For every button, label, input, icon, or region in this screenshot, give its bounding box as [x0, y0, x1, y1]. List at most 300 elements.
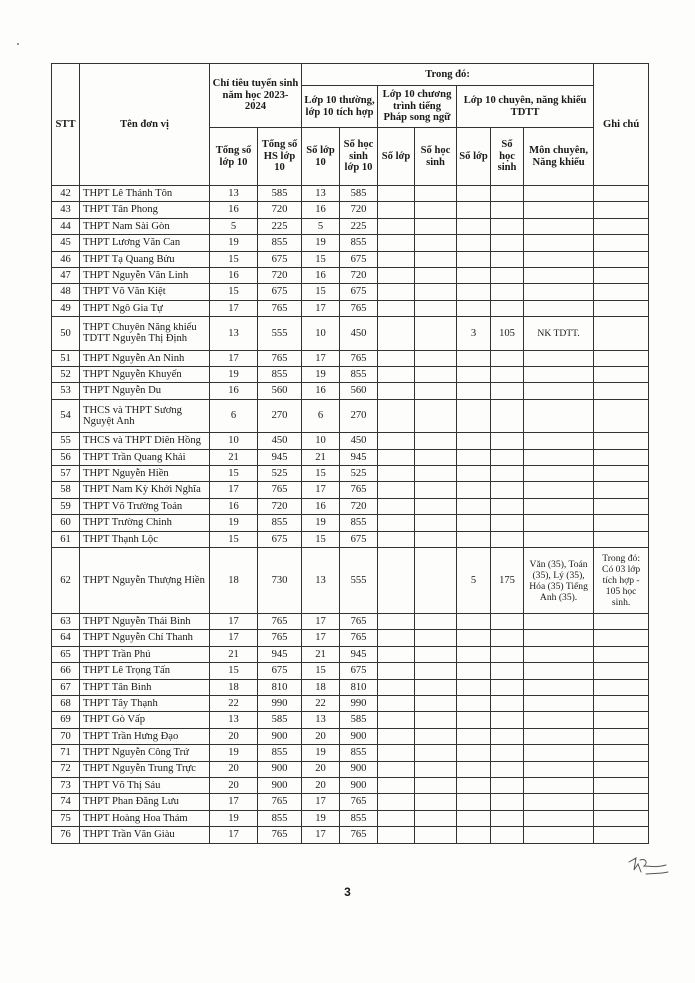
row-regular-students: 560 — [340, 383, 378, 399]
row-stt: 66 — [52, 663, 80, 679]
row-specialized-students — [491, 433, 524, 449]
row-specialized-classes: 3 — [457, 317, 491, 351]
row-french-classes — [378, 284, 415, 300]
row-regular-classes: 20 — [302, 761, 340, 777]
row-french-students — [415, 202, 457, 218]
table-row — [52, 745, 649, 761]
row-total-students: 945 — [258, 646, 302, 662]
row-french-classes — [378, 745, 415, 761]
row-specialized-classes — [457, 235, 491, 251]
row-french-classes — [378, 728, 415, 744]
row-specialized-classes — [457, 186, 491, 202]
row-specialized-classes — [457, 267, 491, 283]
row-total-classes: 16 — [210, 498, 258, 514]
row-regular-classes: 20 — [302, 728, 340, 744]
row-regular-classes: 22 — [302, 695, 340, 711]
row-specialized-classes — [457, 761, 491, 777]
row-notes — [594, 663, 649, 679]
row-specialized-subjects — [524, 235, 594, 251]
row-total-students: 855 — [258, 810, 302, 826]
row-total-classes: 17 — [210, 300, 258, 316]
row-unit-name: THPT Lương Văn Can — [80, 235, 210, 251]
row-total-classes: 17 — [210, 350, 258, 366]
row-specialized-students — [491, 515, 524, 531]
row-unit-name: THPT Trần Phú — [80, 646, 210, 662]
row-specialized-subjects — [524, 202, 594, 218]
row-regular-classes: 10 — [302, 317, 340, 351]
row-total-classes: 20 — [210, 777, 258, 793]
row-unit-name: THPT Thạnh Lộc — [80, 531, 210, 547]
row-specialized-students — [491, 777, 524, 793]
row-notes — [594, 186, 649, 202]
row-specialized-classes — [457, 482, 491, 498]
row-french-students — [415, 679, 457, 695]
row-french-students — [415, 498, 457, 514]
row-total-classes: 15 — [210, 284, 258, 300]
row-regular-students: 270 — [340, 399, 378, 433]
row-specialized-classes — [457, 728, 491, 744]
row-stt: 48 — [52, 284, 80, 300]
row-specialized-students — [491, 827, 524, 843]
header-french-bilingual: Lớp 10 chương trình tiếng Pháp song ngữ — [378, 86, 457, 128]
row-specialized-subjects — [524, 777, 594, 793]
row-total-students: 900 — [258, 777, 302, 793]
row-notes — [594, 728, 649, 744]
row-french-students — [415, 695, 457, 711]
row-unit-name: THPT Nguyễn An Ninh — [80, 350, 210, 366]
table-row — [52, 695, 649, 711]
row-unit-name: THPT Nguyễn Văn Linh — [80, 267, 210, 283]
header-notes: Ghi chú — [594, 64, 649, 186]
row-regular-students: 855 — [340, 745, 378, 761]
table-row — [52, 777, 649, 793]
row-notes — [594, 218, 649, 234]
initials-signature — [626, 854, 670, 880]
row-stt: 70 — [52, 728, 80, 744]
row-french-classes — [378, 827, 415, 843]
row-regular-classes: 20 — [302, 777, 340, 793]
row-french-students — [415, 646, 457, 662]
row-specialized-students — [491, 267, 524, 283]
row-stt: 51 — [52, 350, 80, 366]
row-unit-name: THPT Ngô Gia Tự — [80, 300, 210, 316]
row-specialized-subjects — [524, 350, 594, 366]
row-regular-classes: 21 — [302, 646, 340, 662]
row-specialized-subjects — [524, 515, 594, 531]
row-total-classes: 19 — [210, 367, 258, 383]
table-row — [52, 679, 649, 695]
row-total-classes: 17 — [210, 482, 258, 498]
row-regular-classes: 15 — [302, 251, 340, 267]
row-french-students — [415, 449, 457, 465]
row-regular-classes: 17 — [302, 482, 340, 498]
row-regular-classes: 17 — [302, 614, 340, 630]
row-french-students — [415, 728, 457, 744]
row-notes — [594, 202, 649, 218]
row-specialized-classes — [457, 712, 491, 728]
row-french-classes — [378, 548, 415, 614]
row-regular-students: 720 — [340, 498, 378, 514]
row-notes — [594, 614, 649, 630]
row-stt: 56 — [52, 449, 80, 465]
row-regular-students: 765 — [340, 630, 378, 646]
row-specialized-classes — [457, 777, 491, 793]
row-notes — [594, 761, 649, 777]
row-total-students: 900 — [258, 728, 302, 744]
row-regular-classes: 10 — [302, 433, 340, 449]
row-notes — [594, 235, 649, 251]
row-regular-students: 765 — [340, 300, 378, 316]
row-regular-classes: 13 — [302, 712, 340, 728]
row-notes — [594, 284, 649, 300]
row-total-students: 855 — [258, 515, 302, 531]
row-total-classes: 17 — [210, 630, 258, 646]
row-notes — [594, 251, 649, 267]
row-notes — [594, 745, 649, 761]
row-total-classes: 21 — [210, 449, 258, 465]
table-row — [52, 433, 649, 449]
row-stt: 62 — [52, 548, 80, 614]
row-specialized-classes — [457, 827, 491, 843]
row-total-students: 730 — [258, 548, 302, 614]
row-unit-name: THPT Nam Sài Gòn — [80, 218, 210, 234]
row-specialized-classes — [457, 810, 491, 826]
row-french-classes — [378, 515, 415, 531]
row-specialized-classes — [457, 350, 491, 366]
row-total-students: 225 — [258, 218, 302, 234]
row-regular-students: 450 — [340, 317, 378, 351]
header-total-classes: Tổng số lớp 10 — [210, 128, 258, 186]
header-stt: STT — [52, 64, 80, 186]
row-total-students: 270 — [258, 399, 302, 433]
row-regular-classes: 6 — [302, 399, 340, 433]
row-notes — [594, 515, 649, 531]
table-row — [52, 827, 649, 843]
row-total-students: 765 — [258, 614, 302, 630]
row-specialized-students — [491, 630, 524, 646]
row-stt: 44 — [52, 218, 80, 234]
row-specialized-students — [491, 482, 524, 498]
row-stt: 68 — [52, 695, 80, 711]
row-specialized-subjects — [524, 498, 594, 514]
row-specialized-students — [491, 498, 524, 514]
row-specialized-students — [491, 761, 524, 777]
table-row — [52, 218, 649, 234]
row-total-classes: 18 — [210, 679, 258, 695]
table-row — [52, 300, 649, 316]
row-french-students — [415, 218, 457, 234]
row-french-students — [415, 350, 457, 366]
row-specialized-classes — [457, 202, 491, 218]
row-stt: 55 — [52, 433, 80, 449]
row-specialized-students — [491, 712, 524, 728]
row-stt: 65 — [52, 646, 80, 662]
row-total-classes: 17 — [210, 827, 258, 843]
table-row — [52, 383, 649, 399]
table-row — [52, 712, 649, 728]
row-specialized-subjects — [524, 449, 594, 465]
row-regular-students: 855 — [340, 235, 378, 251]
row-french-classes — [378, 630, 415, 646]
table-row — [52, 186, 649, 202]
row-total-students: 555 — [258, 317, 302, 351]
row-french-classes — [378, 317, 415, 351]
table-row — [52, 663, 649, 679]
header-french-students: Số học sinh — [415, 128, 457, 186]
row-unit-name: THCS và THPT Diên Hồng — [80, 433, 210, 449]
row-french-classes — [378, 367, 415, 383]
row-total-classes: 17 — [210, 794, 258, 810]
row-total-students: 675 — [258, 531, 302, 547]
row-french-classes — [378, 761, 415, 777]
table-row — [52, 630, 649, 646]
row-stt: 63 — [52, 614, 80, 630]
row-french-students — [415, 531, 457, 547]
row-regular-students: 855 — [340, 515, 378, 531]
row-specialized-subjects — [524, 827, 594, 843]
row-regular-students: 765 — [340, 614, 378, 630]
row-unit-name: THPT Chuyên Năng khiếu TDTT Nguyễn Thị Định — [80, 317, 210, 351]
row-notes — [594, 531, 649, 547]
table-row — [52, 482, 649, 498]
row-unit-name: THPT Gò Vấp — [80, 712, 210, 728]
row-total-classes: 15 — [210, 466, 258, 482]
table-row — [52, 466, 649, 482]
row-stt: 53 — [52, 383, 80, 399]
row-french-classes — [378, 300, 415, 316]
row-notes — [594, 630, 649, 646]
row-specialized-subjects — [524, 614, 594, 630]
row-notes — [594, 695, 649, 711]
row-regular-classes: 18 — [302, 679, 340, 695]
row-french-classes — [378, 777, 415, 793]
header-unit-name: Tên đơn vị — [80, 64, 210, 186]
row-notes — [594, 794, 649, 810]
table-row — [52, 251, 649, 267]
header-specialized-subjects: Môn chuyên, Năng khiếu — [524, 128, 594, 186]
row-french-students — [415, 777, 457, 793]
row-total-students: 720 — [258, 498, 302, 514]
row-total-classes: 16 — [210, 267, 258, 283]
row-regular-students: 225 — [340, 218, 378, 234]
row-unit-name: THPT Võ Văn Kiệt — [80, 284, 210, 300]
table-row — [52, 548, 649, 614]
row-total-students: 765 — [258, 482, 302, 498]
row-regular-students: 675 — [340, 531, 378, 547]
row-regular-students: 765 — [340, 827, 378, 843]
row-notes — [594, 810, 649, 826]
row-specialized-classes — [457, 646, 491, 662]
row-specialized-classes: 5 — [457, 548, 491, 614]
row-stt: 69 — [52, 712, 80, 728]
row-regular-classes: 16 — [302, 267, 340, 283]
row-specialized-classes — [457, 433, 491, 449]
row-specialized-students — [491, 235, 524, 251]
table-row — [52, 531, 649, 547]
row-unit-name: THPT Nguyễn Du — [80, 383, 210, 399]
row-specialized-classes — [457, 614, 491, 630]
row-regular-classes: 21 — [302, 449, 340, 465]
row-total-classes: 22 — [210, 695, 258, 711]
table-row — [52, 367, 649, 383]
table-row — [52, 317, 649, 351]
row-specialized-classes — [457, 218, 491, 234]
table-row — [52, 350, 649, 366]
row-specialized-subjects — [524, 482, 594, 498]
row-regular-classes: 19 — [302, 810, 340, 826]
row-specialized-classes — [457, 794, 491, 810]
row-notes — [594, 482, 649, 498]
row-specialized-subjects — [524, 810, 594, 826]
row-regular-students: 675 — [340, 284, 378, 300]
row-notes — [594, 827, 649, 843]
row-total-students: 810 — [258, 679, 302, 695]
row-french-students — [415, 663, 457, 679]
row-stt: 73 — [52, 777, 80, 793]
row-specialized-classes — [457, 663, 491, 679]
row-specialized-classes — [457, 300, 491, 316]
row-specialized-subjects — [524, 267, 594, 283]
row-french-students — [415, 745, 457, 761]
row-total-classes: 6 — [210, 399, 258, 433]
row-stt: 52 — [52, 367, 80, 383]
table-row — [52, 498, 649, 514]
row-specialized-classes — [457, 284, 491, 300]
row-regular-students: 945 — [340, 449, 378, 465]
row-specialized-subjects — [524, 630, 594, 646]
row-notes — [594, 350, 649, 366]
row-french-students — [415, 186, 457, 202]
row-french-students — [415, 827, 457, 843]
row-specialized-subjects — [524, 695, 594, 711]
row-specialized-students — [491, 728, 524, 744]
row-total-classes: 13 — [210, 317, 258, 351]
row-french-students — [415, 317, 457, 351]
row-specialized-subjects — [524, 383, 594, 399]
row-specialized-students — [491, 449, 524, 465]
row-notes — [594, 399, 649, 433]
row-unit-name: THPT Tân Bình — [80, 679, 210, 695]
row-specialized-students — [491, 399, 524, 433]
row-specialized-subjects — [524, 679, 594, 695]
row-french-classes — [378, 466, 415, 482]
row-regular-students: 555 — [340, 548, 378, 614]
row-french-students — [415, 284, 457, 300]
row-regular-students: 900 — [340, 761, 378, 777]
row-stt: 74 — [52, 794, 80, 810]
row-stt: 71 — [52, 745, 80, 761]
row-regular-students: 720 — [340, 202, 378, 218]
row-total-students: 720 — [258, 267, 302, 283]
row-regular-students: 900 — [340, 728, 378, 744]
row-total-classes: 15 — [210, 251, 258, 267]
row-unit-name: THPT Phan Đăng Lưu — [80, 794, 210, 810]
row-french-students — [415, 367, 457, 383]
row-total-classes: 19 — [210, 235, 258, 251]
row-french-students — [415, 399, 457, 433]
row-unit-name: THPT Trần Quang Khải — [80, 449, 210, 465]
row-total-students: 450 — [258, 433, 302, 449]
row-total-classes: 20 — [210, 761, 258, 777]
row-regular-classes: 16 — [302, 202, 340, 218]
row-french-classes — [378, 794, 415, 810]
row-french-classes — [378, 433, 415, 449]
table-row — [52, 515, 649, 531]
row-total-classes: 19 — [210, 745, 258, 761]
row-specialized-students — [491, 350, 524, 366]
table-body — [52, 186, 649, 844]
row-french-students — [415, 482, 457, 498]
row-specialized-classes — [457, 251, 491, 267]
table-row — [52, 761, 649, 777]
row-specialized-students — [491, 679, 524, 695]
row-total-students: 585 — [258, 186, 302, 202]
row-notes — [594, 449, 649, 465]
row-regular-classes: 16 — [302, 498, 340, 514]
row-stt: 60 — [52, 515, 80, 531]
header-specialized-class: Lớp 10 chuyên, năng khiếu TDTT — [457, 86, 594, 128]
row-unit-name: THPT Nguyễn Khuyến — [80, 367, 210, 383]
row-french-classes — [378, 531, 415, 547]
row-specialized-subjects — [524, 761, 594, 777]
table-row — [52, 399, 649, 433]
row-french-classes — [378, 663, 415, 679]
row-specialized-classes — [457, 630, 491, 646]
row-specialized-classes — [457, 383, 491, 399]
row-stt: 47 — [52, 267, 80, 283]
row-stt: 67 — [52, 679, 80, 695]
row-specialized-students — [491, 466, 524, 482]
row-specialized-subjects — [524, 712, 594, 728]
row-stt: 50 — [52, 317, 80, 351]
scan-dot — [16, 33, 20, 37]
row-total-students: 585 — [258, 712, 302, 728]
row-unit-name: THPT Tạ Quang Bửu — [80, 251, 210, 267]
row-total-students: 675 — [258, 663, 302, 679]
row-notes — [594, 300, 649, 316]
row-french-classes — [378, 235, 415, 251]
row-stt: 76 — [52, 827, 80, 843]
row-notes — [594, 383, 649, 399]
enrollment-table — [51, 63, 649, 844]
row-stt: 49 — [52, 300, 80, 316]
row-regular-students: 765 — [340, 350, 378, 366]
row-notes — [594, 712, 649, 728]
row-specialized-subjects — [524, 399, 594, 433]
table-row — [52, 449, 649, 465]
row-french-students — [415, 251, 457, 267]
row-stt: 64 — [52, 630, 80, 646]
row-unit-name: THPT Tân Phong — [80, 202, 210, 218]
row-specialized-classes — [457, 399, 491, 433]
header-regular-students: Số học sinh lớp 10 — [340, 128, 378, 186]
header-regular-class: Lớp 10 thường, lớp 10 tích hợp — [302, 86, 378, 128]
row-specialized-students — [491, 531, 524, 547]
header-specialized-students: Số học sinh — [491, 128, 524, 186]
row-unit-name: THPT Tây Thạnh — [80, 695, 210, 711]
row-regular-classes: 17 — [302, 794, 340, 810]
row-french-classes — [378, 399, 415, 433]
table-header — [52, 64, 649, 186]
row-total-students: 900 — [258, 761, 302, 777]
row-specialized-students — [491, 663, 524, 679]
row-stt: 75 — [52, 810, 80, 826]
row-specialized-students — [491, 284, 524, 300]
row-specialized-students: 105 — [491, 317, 524, 351]
row-total-students: 990 — [258, 695, 302, 711]
row-regular-students: 585 — [340, 186, 378, 202]
row-unit-name: THPT Nguyễn Trung Trực — [80, 761, 210, 777]
